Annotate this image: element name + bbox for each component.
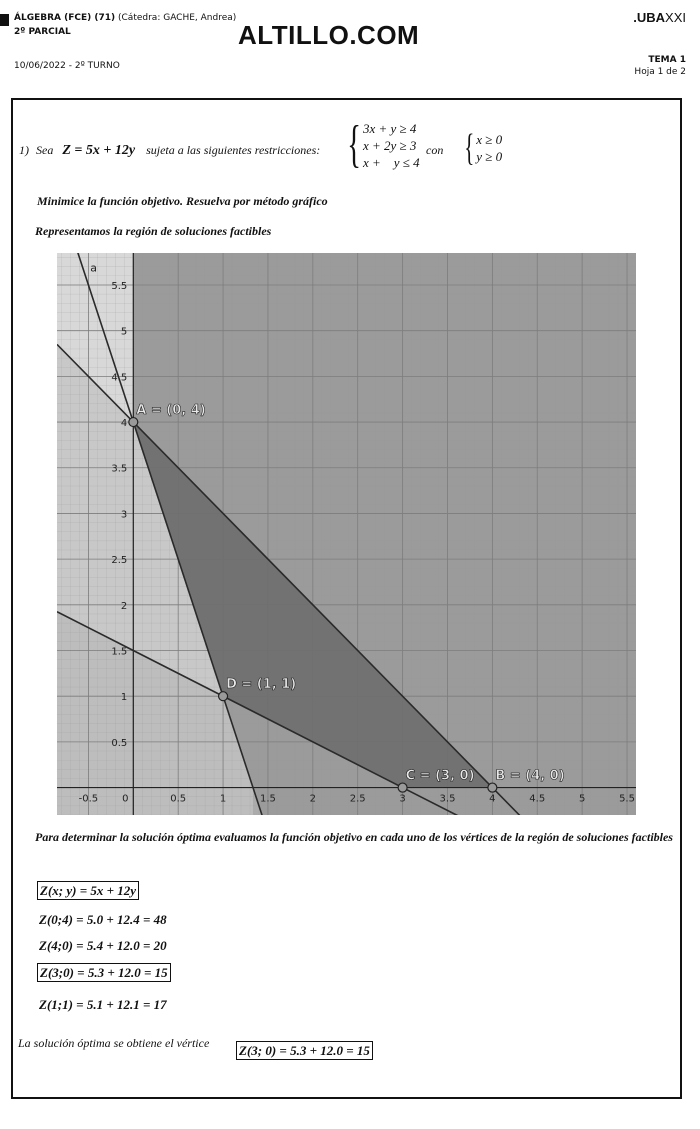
nonneg-x: x ≥ 0 bbox=[476, 132, 503, 147]
tema: TEMA 1 bbox=[648, 55, 686, 65]
x-tick-label: 4.5 bbox=[529, 793, 546, 805]
answer-box: Z(3; 0) = 5.3 + 12.0 = 15 bbox=[236, 1041, 373, 1060]
x-tick-label: 5.5 bbox=[619, 793, 635, 805]
constraint-3: x + y ≤ 4 bbox=[362, 154, 420, 170]
exam-date: 10/06/2022 - 2º TURNO bbox=[14, 61, 120, 71]
vertex-point bbox=[488, 783, 497, 792]
uba-xxi: XXI bbox=[665, 10, 686, 25]
line-label: a bbox=[90, 261, 97, 275]
vertex-label: A = (0, 4) bbox=[136, 403, 206, 419]
x-tick-label: 1 bbox=[219, 793, 227, 805]
exam-name: 2º PARCIAL bbox=[14, 27, 71, 37]
eval-optimal-box: Z(3;0) = 5.3 + 12.0 = 15 bbox=[37, 963, 171, 982]
vertex-point bbox=[398, 783, 407, 792]
x-tick-label: 3 bbox=[399, 793, 406, 805]
nonneg-y: y ≥ 0 bbox=[476, 149, 503, 164]
answer bbox=[236, 1043, 373, 1059]
uba-logo: .UBAXXI bbox=[633, 10, 686, 25]
y-tick-label: 1.5 bbox=[111, 646, 128, 658]
evaluation-intro: Para determinar la solución óptima evaluamos la función objetivo en cada uno de los vértices de la región de soluciones factibles bbox=[35, 830, 673, 844]
x-tick-label: 5 bbox=[578, 793, 586, 805]
y-tick-label: 0.5 bbox=[111, 737, 128, 749]
x-tick-label: 0.5 bbox=[170, 793, 187, 805]
x-tick-label: 2.5 bbox=[349, 793, 366, 805]
x-tick-label: 1.5 bbox=[260, 793, 276, 805]
vertex-point bbox=[219, 692, 228, 701]
eval-row: Z(4;0) = 5.4 + 12.0 = 20 bbox=[39, 938, 167, 953]
region-text: Representamos la región de soluciones factibles bbox=[35, 224, 272, 238]
problem-number: 1) bbox=[19, 143, 29, 157]
course-name: ÁLGEBRA (FCE) (71) bbox=[14, 13, 116, 23]
x-tick-label: 0 bbox=[122, 793, 129, 805]
nonneg-system bbox=[456, 129, 502, 167]
instruction: Minimice la función objetivo. Resuelva por método gráfico bbox=[37, 194, 328, 208]
feasible-region-chart bbox=[57, 253, 636, 815]
problem-statement bbox=[19, 143, 320, 159]
eval-row: Z(0;4) = 5.0 + 12.4 = 48 bbox=[39, 912, 167, 927]
catedra: (Cátedra: GACHE, Andrea) bbox=[118, 13, 237, 23]
vertex-label: B = (4, 0) bbox=[495, 768, 565, 784]
vertex-label: D = (1, 1) bbox=[226, 677, 297, 693]
constraint-1: 3x + y ≥ 4 bbox=[362, 120, 417, 136]
y-tick-label: 1 bbox=[120, 692, 128, 704]
watermark-logo: ALTILLO.COM bbox=[238, 20, 420, 50]
y-tick-label: 3.5 bbox=[111, 463, 128, 475]
function-definition bbox=[37, 883, 139, 899]
problem-sea: Sea bbox=[36, 143, 54, 157]
eval-row-optimal bbox=[37, 965, 171, 981]
course-line bbox=[14, 13, 236, 23]
x-tick-label: 2 bbox=[309, 793, 317, 805]
function-definition-box: Z(x; y) = 5x + 12y bbox=[37, 881, 139, 900]
y-tick-label: 5.5 bbox=[111, 280, 128, 292]
vertex-label: C = (3, 0) bbox=[405, 768, 475, 784]
nonneg-brace: { bbox=[464, 127, 475, 169]
constraint-2: x + 2y ≥ 3 bbox=[362, 137, 417, 153]
y-tick-label: 4.5 bbox=[111, 372, 128, 384]
y-tick-label: 2.5 bbox=[111, 555, 128, 567]
y-tick-label: 3 bbox=[120, 509, 128, 521]
vertex-point bbox=[129, 418, 138, 427]
con-word: con bbox=[426, 143, 444, 157]
eval-row: Z(1;1) = 5.1 + 12.1 = 17 bbox=[39, 997, 167, 1012]
x-tick-label: 4 bbox=[489, 793, 496, 805]
x-tick-label: 3.5 bbox=[439, 793, 456, 805]
header-marker bbox=[0, 14, 9, 26]
y-tick-label: 4 bbox=[120, 418, 128, 430]
constraint-system bbox=[336, 116, 420, 173]
x-tick-label: -0.5 bbox=[78, 793, 99, 805]
uba-logo-text: UBA bbox=[636, 10, 666, 25]
conclusion: La solución óptima se obtiene el vértice bbox=[18, 1036, 210, 1050]
y-tick-label: 2 bbox=[120, 600, 128, 612]
y-tick-label: 5 bbox=[120, 326, 128, 338]
hoja: Hoja 1 de 2 bbox=[634, 67, 686, 77]
subject-to: sujeta a las siguientes restricciones: bbox=[146, 143, 321, 157]
objective-function: Z = 5x + 12y bbox=[62, 143, 136, 158]
constraint-brace: { bbox=[347, 116, 361, 173]
